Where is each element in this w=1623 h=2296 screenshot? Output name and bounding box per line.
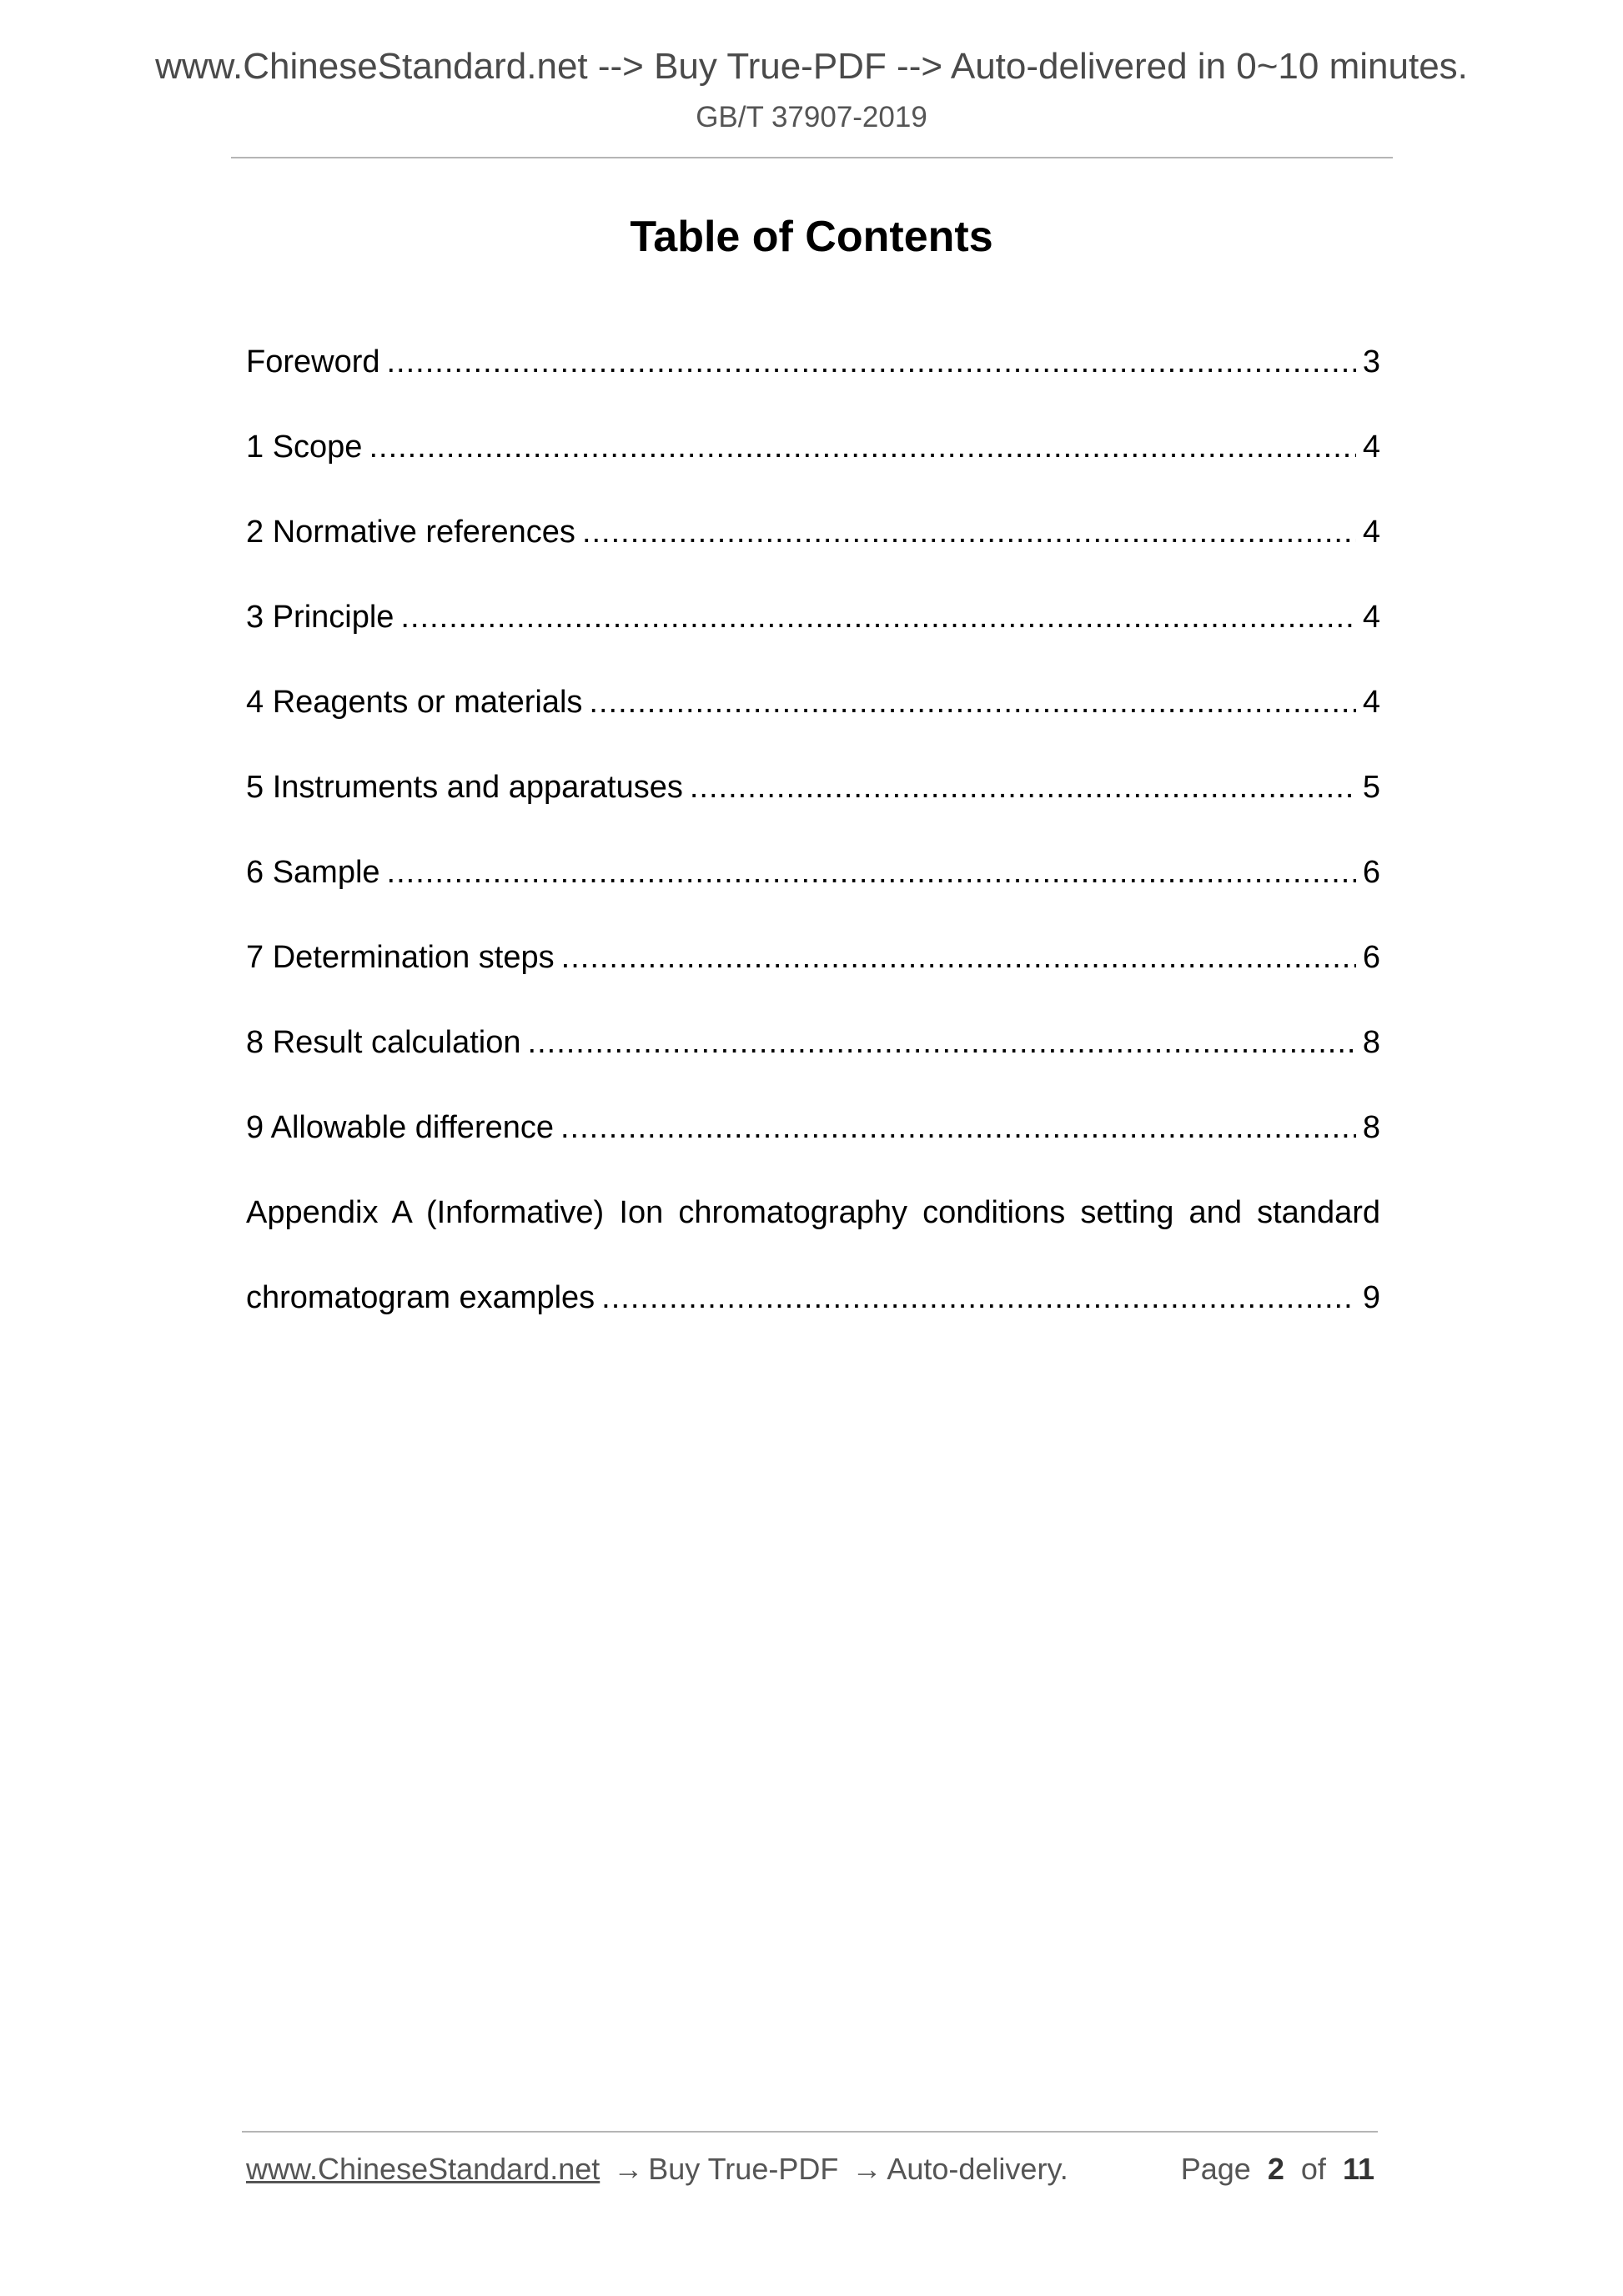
header-banner: www.ChineseStandard.net --> Buy True-PDF --> Auto-delivered in 0~10 minutes. bbox=[155, 46, 1468, 87]
toc-entry-principle[interactable] bbox=[246, 595, 1380, 681]
toc-entry-page: 4 bbox=[1362, 600, 1380, 635]
toc-entry-label: 4 Reagents or materials bbox=[246, 685, 583, 720]
toc-entry-page: 4 bbox=[1362, 430, 1380, 465]
toc-entry-reagents[interactable] bbox=[246, 681, 1380, 766]
toc-entry-label: Appendix A (Informative) Ion chromatography conditions setting and standard bbox=[246, 1195, 1380, 1230]
toc-leader-dots bbox=[400, 595, 1355, 639]
footer-delivery-text: Auto-delivery. bbox=[887, 2152, 1068, 2186]
toc-leader-dots bbox=[369, 425, 1355, 469]
toc-entry-label: 9 Allowable difference bbox=[246, 1110, 554, 1145]
document-code: GB/T 37907-2019 bbox=[696, 101, 927, 133]
footer-buy-text: Buy True-PDF bbox=[648, 2152, 839, 2186]
toc-entry-label: 8 Result calculation bbox=[246, 1025, 521, 1060]
toc-entry-appendix-a-line2[interactable] bbox=[246, 1276, 1380, 1361]
toc-entry-foreword[interactable] bbox=[246, 340, 1380, 425]
footer-site-link[interactable]: www.ChineseStandard.net bbox=[246, 2152, 600, 2186]
toc-entry-scope[interactable] bbox=[246, 425, 1380, 510]
toc-leader-dots bbox=[561, 936, 1356, 979]
page-title: Table of Contents bbox=[630, 213, 993, 261]
current-page: 2 bbox=[1267, 2152, 1284, 2186]
toc-entry-page: 6 bbox=[1362, 940, 1380, 975]
page-footer bbox=[246, 2150, 1374, 2188]
toc-entry-label: chromatogram examples bbox=[246, 1280, 595, 1315]
toc-entry-allowable-difference[interactable] bbox=[246, 1106, 1380, 1191]
toc-entry-label: 7 Determination steps bbox=[246, 940, 555, 975]
total-pages: 11 bbox=[1342, 2152, 1374, 2186]
toc-leader-dots bbox=[387, 340, 1356, 384]
toc-leader-dots bbox=[589, 681, 1355, 724]
toc-entry-instruments[interactable] bbox=[246, 766, 1380, 851]
toc-leader-dots bbox=[387, 851, 1356, 894]
toc-leader-dots bbox=[601, 1276, 1356, 1319]
toc-entry-page: 8 bbox=[1362, 1110, 1380, 1145]
page-label: Page bbox=[1180, 2152, 1251, 2186]
toc-leader-dots bbox=[582, 510, 1356, 554]
table-of-contents bbox=[246, 340, 1380, 1361]
toc-entry-label: 6 Sample bbox=[246, 855, 380, 890]
toc-entry-page: 8 bbox=[1362, 1025, 1380, 1060]
toc-entry-appendix-a-line1[interactable] bbox=[246, 1191, 1380, 1276]
toc-entry-normative-references[interactable] bbox=[246, 510, 1380, 595]
toc-entry-page: 4 bbox=[1362, 685, 1380, 720]
toc-entry-result-calculation[interactable] bbox=[246, 1021, 1380, 1106]
header-divider bbox=[231, 157, 1393, 158]
toc-entry-label: 2 Normative references bbox=[246, 515, 575, 550]
toc-entry-page: 3 bbox=[1362, 344, 1380, 379]
toc-entry-page: 5 bbox=[1362, 770, 1380, 805]
toc-leader-dots bbox=[560, 1106, 1356, 1149]
toc-entry-label: 1 Scope bbox=[246, 430, 363, 465]
of-label: of bbox=[1300, 2152, 1326, 2186]
toc-entry-label: 5 Instruments and apparatuses bbox=[246, 770, 683, 805]
toc-entry-page: 9 bbox=[1362, 1280, 1380, 1315]
arrow-right-icon: → bbox=[613, 2152, 644, 2186]
toc-entry-page: 6 bbox=[1362, 855, 1380, 890]
footer-divider bbox=[242, 2131, 1378, 2133]
toc-leader-dots bbox=[690, 766, 1356, 809]
page-number bbox=[1181, 2150, 1374, 2188]
footer-promo bbox=[246, 2150, 1068, 2188]
toc-entry-page: 4 bbox=[1362, 515, 1380, 550]
toc-entry-sample[interactable] bbox=[246, 851, 1380, 936]
toc-entry-label: Foreword bbox=[246, 344, 380, 379]
arrow-right-icon: → bbox=[852, 2152, 882, 2186]
toc-leader-dots bbox=[528, 1021, 1356, 1064]
toc-entry-determination-steps[interactable] bbox=[246, 936, 1380, 1021]
toc-entry-label: 3 Principle bbox=[246, 600, 394, 635]
